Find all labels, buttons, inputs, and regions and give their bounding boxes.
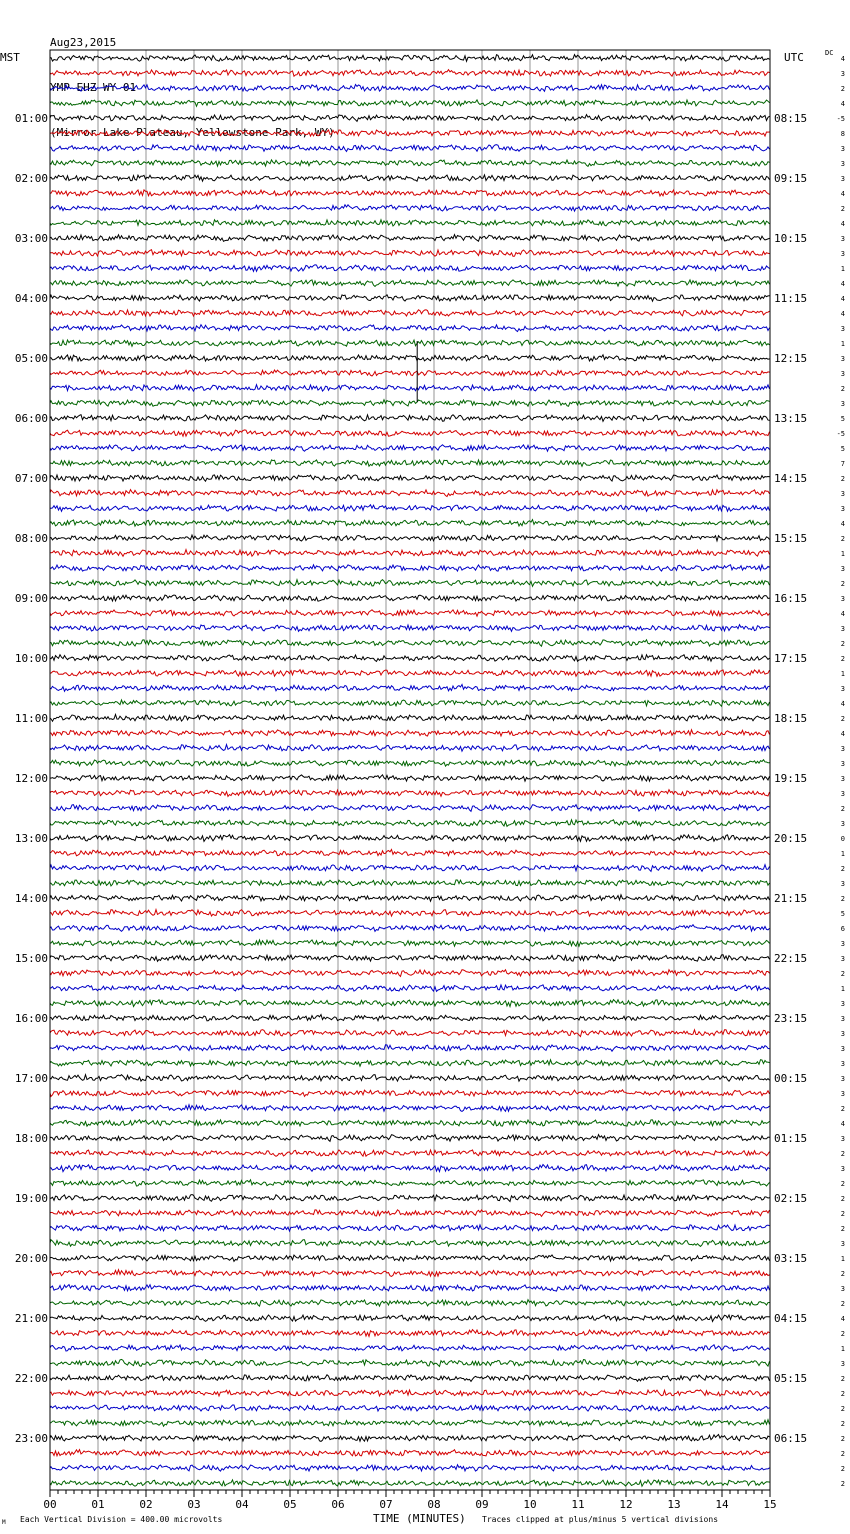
- trace-row: [50, 1359, 770, 1366]
- dc-offset-value: 3: [840, 1060, 845, 1068]
- dc-offset-value: 2: [840, 1450, 845, 1458]
- trace-row: [50, 1465, 770, 1471]
- trace-row: [50, 1450, 770, 1456]
- trace-row: [50, 655, 770, 662]
- trace-row: [50, 115, 770, 122]
- trace-row: [50, 190, 770, 196]
- dc-offset-value: 3: [840, 940, 845, 948]
- trace-row: [50, 805, 770, 812]
- dc-offset-value: 5: [840, 910, 845, 918]
- mst-hour-label: 02:00: [14, 172, 48, 185]
- dc-offset-value: 3: [840, 1075, 845, 1083]
- dc-offset-value: 3: [840, 775, 845, 783]
- trace-row: [50, 1210, 770, 1217]
- trace-row: [50, 880, 770, 886]
- trace-row: [50, 1255, 770, 1262]
- dc-offset-value: 2: [840, 640, 845, 648]
- dc-offset-value: 4: [840, 280, 845, 288]
- dc-offset-value: 2: [840, 1435, 845, 1443]
- trace-row: [50, 940, 770, 946]
- dc-offset-value: 2: [840, 1465, 845, 1473]
- mst-hour-label: 21:00: [14, 1312, 48, 1325]
- dc-offset-value: 2: [840, 805, 845, 813]
- dc-offset-value: 4: [840, 700, 845, 708]
- trace-row: [50, 1285, 770, 1292]
- trace-row: [50, 1075, 770, 1082]
- trace-row: [50, 670, 770, 677]
- x-tick-label: 04: [235, 1498, 249, 1511]
- dc-offset-value: 2: [840, 1330, 845, 1338]
- dc-offset-value: 2: [840, 1480, 845, 1488]
- trace-row: [50, 610, 770, 616]
- dc-offset-value: 1: [840, 265, 845, 273]
- trace-row: [50, 265, 770, 272]
- x-tick-label: 06: [331, 1498, 345, 1511]
- trace-row: [50, 1345, 770, 1351]
- dc-offset-value: 2: [840, 715, 845, 723]
- dc-offset-value: 4: [840, 295, 845, 303]
- dc-offset-value: 4: [840, 520, 845, 528]
- dc-offset-value: 1: [840, 550, 845, 558]
- utc-hour-label: 16:15: [774, 592, 808, 605]
- utc-hour-label: 15:15: [774, 532, 808, 545]
- dc-offset-value: 3: [840, 685, 845, 693]
- utc-hour-label: 10:15: [774, 232, 808, 245]
- trace-row: [50, 520, 770, 527]
- x-tick-label: 03: [187, 1498, 201, 1511]
- trace-row: [50, 715, 770, 722]
- dc-offset-value: 4: [840, 1315, 845, 1323]
- trace-row: [50, 925, 770, 932]
- trace-row: [50, 1390, 770, 1396]
- trace-row: [50, 445, 770, 451]
- dc-offset-value: 5: [840, 445, 845, 453]
- dc-offset-value: 2: [840, 1405, 845, 1413]
- dc-offset-value: 5: [840, 415, 845, 423]
- trace-row: [50, 1195, 770, 1202]
- mst-hour-label: 05:00: [14, 352, 48, 365]
- dc-offset-value: 3: [840, 1000, 845, 1008]
- trace-row: [50, 370, 770, 376]
- trace-row: [50, 1105, 770, 1112]
- mst-hour-label: 07:00: [14, 472, 48, 485]
- mst-hour-label: 13:00: [14, 832, 48, 845]
- x-tick-label: 15: [763, 1498, 777, 1511]
- trace-row: [50, 1015, 770, 1021]
- dc-offset-value: 2: [840, 655, 845, 663]
- utc-hour-label: 19:15: [774, 772, 808, 785]
- dc-offset-value: 3: [840, 1285, 845, 1293]
- dc-offset-value: 2: [840, 1390, 845, 1398]
- x-tick-label: 01: [91, 1498, 105, 1511]
- x-tick-label: 14: [715, 1498, 729, 1511]
- utc-hour-label: 20:15: [774, 832, 808, 845]
- utc-hour-label: 00:15: [774, 1072, 808, 1085]
- x-tick-label: 08: [427, 1498, 441, 1511]
- trace-row: [50, 460, 770, 466]
- mst-timezone-label: MST: [0, 51, 20, 64]
- dc-offset-value: 3: [840, 1090, 845, 1098]
- dc-offset-value: 3: [840, 235, 845, 243]
- trace-row: [50, 1090, 770, 1097]
- x-tick-label: 10: [523, 1498, 537, 1511]
- dc-offset-value: 2: [840, 1180, 845, 1188]
- dc-offset-value: 2: [840, 895, 845, 903]
- utc-hour-label: 13:15: [774, 412, 808, 425]
- dc-offset-value: 3: [840, 1045, 845, 1053]
- trace-row: [50, 775, 770, 781]
- dc-offset-value: 4: [840, 100, 845, 108]
- mst-hour-label: 04:00: [14, 292, 48, 305]
- trace-row: [50, 565, 770, 571]
- dc-offset-value: 3: [840, 1360, 845, 1368]
- dc-offset-value: 2: [840, 1375, 845, 1383]
- dc-offset-value: 4: [840, 610, 845, 618]
- x-tick-label: 07: [379, 1498, 393, 1511]
- dc-offset-value: 2: [840, 1195, 845, 1203]
- dc-offset-value: 3: [840, 400, 845, 408]
- trace-row: [50, 1180, 770, 1186]
- dc-offset-value: 1: [840, 985, 845, 993]
- dc-offset-value: 3: [840, 625, 845, 633]
- trace-row: [50, 355, 770, 361]
- x-tick-label: 02: [139, 1498, 153, 1511]
- trace-row: [50, 295, 770, 301]
- station-label: YMP EHZ WY 01: [50, 81, 137, 94]
- trace-row: [50, 820, 770, 827]
- mst-hour-label: 23:00: [14, 1432, 48, 1445]
- trace-row: [50, 1480, 770, 1486]
- trace-row: [50, 385, 770, 391]
- trace-row: [50, 70, 770, 77]
- corner-mark: M: [2, 1519, 6, 1526]
- trace-row: [50, 1435, 770, 1442]
- trace-row: [50, 1270, 770, 1277]
- dc-offset-value: 4: [840, 730, 845, 738]
- trace-row: [50, 340, 770, 346]
- trace-row: [50, 310, 770, 317]
- dc-offset-value: 2: [840, 1420, 845, 1428]
- trace-row: [50, 205, 770, 211]
- trace-row: [50, 100, 770, 106]
- mst-hour-label: 18:00: [14, 1132, 48, 1145]
- dc-offset-value: 3: [840, 820, 845, 828]
- utc-hour-label: 03:15: [774, 1252, 808, 1265]
- dc-offset-value: 1: [840, 1255, 845, 1263]
- trace-row: [50, 160, 770, 167]
- utc-hour-label: 12:15: [774, 352, 808, 365]
- trace-row: [50, 400, 770, 407]
- trace-row: [50, 790, 770, 797]
- dc-offset-value: 3: [840, 1135, 845, 1143]
- utc-hour-label: 17:15: [774, 652, 808, 665]
- trace-row: [50, 625, 770, 632]
- dc-offset-value: 2: [840, 970, 845, 978]
- x-tick-label: 11: [571, 1498, 585, 1511]
- trace-row: [50, 1150, 770, 1156]
- trace-row: [50, 535, 770, 541]
- dc-offset-value: 6: [840, 925, 845, 933]
- dc-offset-value: 3: [840, 355, 845, 363]
- dc-offset-value: 1: [840, 850, 845, 858]
- trace-row: [50, 1030, 770, 1037]
- mst-hour-label: 12:00: [14, 772, 48, 785]
- mst-hour-label: 15:00: [14, 952, 48, 965]
- trace-row: [50, 700, 770, 706]
- dc-offset-value: -5: [836, 430, 845, 438]
- utc-hour-label: 09:15: [774, 172, 808, 185]
- trace-row: [50, 760, 770, 767]
- trace-row: [50, 1375, 770, 1382]
- dc-offset-value: 4: [840, 310, 845, 318]
- trace-row: [50, 850, 770, 856]
- location-label: (Mirror Lake Plateau, Yellowstone Park, WY): [50, 126, 335, 139]
- trace-row: [50, 730, 770, 736]
- trace-row: [50, 505, 770, 512]
- trace-row: [50, 580, 770, 587]
- utc-hour-label: 18:15: [774, 712, 808, 725]
- dc-offset-value: 2: [840, 1300, 845, 1308]
- trace-row: [50, 235, 770, 242]
- dc-offset-value: 1: [840, 340, 845, 348]
- trace-row: [50, 955, 770, 962]
- dc-offset-value: 3: [840, 745, 845, 753]
- trace-row: [50, 175, 770, 181]
- mst-hour-label: 08:00: [14, 532, 48, 545]
- trace-row: [50, 895, 770, 901]
- trace-row: [50, 430, 770, 436]
- dc-offset-value: 3: [840, 955, 845, 963]
- dc-offset-value: 3: [840, 70, 845, 78]
- dc-offset-value: 2: [840, 475, 845, 483]
- trace-row: [50, 985, 770, 992]
- utc-hour-label: 11:15: [774, 292, 808, 305]
- dc-offset-value: 2: [840, 580, 845, 588]
- dc-offset-value: 3: [840, 490, 845, 498]
- dc-offset-value: 0: [840, 835, 845, 843]
- x-tick-label: 12: [619, 1498, 633, 1511]
- mst-hour-label: 10:00: [14, 652, 48, 665]
- trace-row: [50, 640, 770, 646]
- dc-offset-header: DC: [825, 49, 834, 57]
- trace-row: [50, 130, 770, 136]
- utc-timezone-label: UTC: [784, 51, 804, 64]
- dc-offset-value: 3: [840, 325, 845, 333]
- utc-hour-label: 14:15: [774, 472, 808, 485]
- dc-offset-value: 3: [840, 160, 845, 168]
- utc-hour-label: 01:15: [774, 1132, 808, 1145]
- dc-offset-value: 4: [840, 220, 845, 228]
- dc-offset-value: 3: [840, 145, 845, 153]
- trace-row: [50, 1420, 770, 1427]
- mst-hour-label: 20:00: [14, 1252, 48, 1265]
- dc-offset-value: 3: [840, 1015, 845, 1023]
- trace-row: [50, 1240, 770, 1247]
- trace-row: [50, 1120, 770, 1127]
- trace-row: [50, 1315, 770, 1321]
- dc-offset-value: 2: [840, 1210, 845, 1218]
- x-tick-label: 05: [283, 1498, 297, 1511]
- utc-hour-label: 05:15: [774, 1372, 808, 1385]
- trace-row: [50, 250, 770, 257]
- mst-hour-label: 06:00: [14, 412, 48, 425]
- dc-offset-value: 3: [840, 790, 845, 798]
- mst-hour-label: 01:00: [14, 112, 48, 125]
- x-tick-label: 09: [475, 1498, 489, 1511]
- dc-offset-value: 3: [840, 760, 845, 768]
- trace-row: [50, 1045, 770, 1051]
- dc-offset-value: 1: [840, 1345, 845, 1353]
- mst-hour-label: 19:00: [14, 1192, 48, 1205]
- trace-row: [50, 280, 770, 287]
- utc-hour-label: 02:15: [774, 1192, 808, 1205]
- trace-row: [50, 1405, 770, 1411]
- trace-row: [50, 685, 770, 692]
- trace-row: [50, 325, 770, 332]
- date-label: Aug23,2015: [50, 36, 117, 49]
- mst-hour-label: 22:00: [14, 1372, 48, 1385]
- dc-offset-value: 2: [840, 535, 845, 543]
- dc-offset-value: 2: [840, 205, 845, 213]
- x-tick-label: 13: [667, 1498, 681, 1511]
- trace-row: [50, 1000, 770, 1007]
- dc-offset-value: 3: [840, 1240, 845, 1248]
- trace-row: [50, 865, 770, 872]
- dc-offset-value: 3: [840, 1030, 845, 1038]
- trace-row: [50, 1225, 770, 1231]
- dc-offset-value: 3: [840, 250, 845, 258]
- trace-row: [50, 595, 770, 601]
- dc-offset-value: 2: [840, 85, 845, 93]
- trace-row: [50, 220, 770, 226]
- utc-hour-label: 06:15: [774, 1432, 808, 1445]
- trace-row: [50, 745, 770, 752]
- dc-offset-value: 8: [840, 130, 845, 138]
- dc-offset-value: 2: [840, 385, 845, 393]
- trace-row: [50, 1060, 770, 1067]
- trace-row: [50, 1165, 770, 1172]
- utc-hour-label: 22:15: [774, 952, 808, 965]
- dc-offset-value: 1: [840, 670, 845, 678]
- trace-row: [50, 550, 770, 557]
- mst-hour-label: 17:00: [14, 1072, 48, 1085]
- dc-offset-value: 4: [840, 1120, 845, 1128]
- dc-offset-value: 3: [840, 505, 845, 513]
- trace-row: [50, 415, 770, 422]
- mst-hour-label: 03:00: [14, 232, 48, 245]
- mst-hour-label: 16:00: [14, 1012, 48, 1025]
- dc-offset-value: 4: [840, 190, 845, 198]
- trace-row: [50, 85, 770, 92]
- mst-hour-label: 09:00: [14, 592, 48, 605]
- trace-row: [50, 145, 770, 152]
- scale-note: Each Vertical Division = 400.00 microvolts: [20, 1515, 223, 1524]
- dc-offset-value: 2: [840, 865, 845, 873]
- x-axis-title: TIME (MINUTES): [373, 1512, 466, 1525]
- utc-hour-label: 04:15: [774, 1312, 808, 1325]
- dc-offset-value: 2: [840, 1270, 845, 1278]
- clip-note: Traces clipped at plus/minus 5 vertical divisions: [482, 1515, 719, 1524]
- trace-row: [50, 1300, 770, 1306]
- dc-offset-value: 2: [840, 1105, 845, 1113]
- dc-offset-value: 3: [840, 565, 845, 573]
- dc-offset-value: 3: [840, 880, 845, 888]
- dc-offset-value: 3: [840, 370, 845, 378]
- trace-row: [50, 490, 770, 497]
- trace-row: [50, 835, 770, 842]
- trace-row: [50, 970, 770, 977]
- dc-offset-value: 3: [840, 1165, 845, 1173]
- utc-hour-label: 21:15: [774, 892, 808, 905]
- dc-offset-value: 4: [840, 55, 845, 63]
- utc-hour-label: 23:15: [774, 1012, 808, 1025]
- trace-row: [50, 1330, 770, 1337]
- trace-row: [50, 1135, 770, 1142]
- dc-offset-value: 3: [840, 175, 845, 183]
- dc-offset-value: -5: [836, 115, 845, 123]
- dc-offset-value: 7: [840, 460, 845, 468]
- dc-offset-value: 2: [840, 1225, 845, 1233]
- x-tick-label: 00: [43, 1498, 57, 1511]
- trace-row: [50, 475, 770, 481]
- mst-hour-label: 14:00: [14, 892, 48, 905]
- dc-offset-value: 3: [840, 595, 845, 603]
- trace-row: [50, 55, 770, 62]
- utc-hour-label: 08:15: [774, 112, 808, 125]
- trace-row: [50, 910, 770, 917]
- mst-hour-label: 11:00: [14, 712, 48, 725]
- dc-offset-value: 2: [840, 1150, 845, 1158]
